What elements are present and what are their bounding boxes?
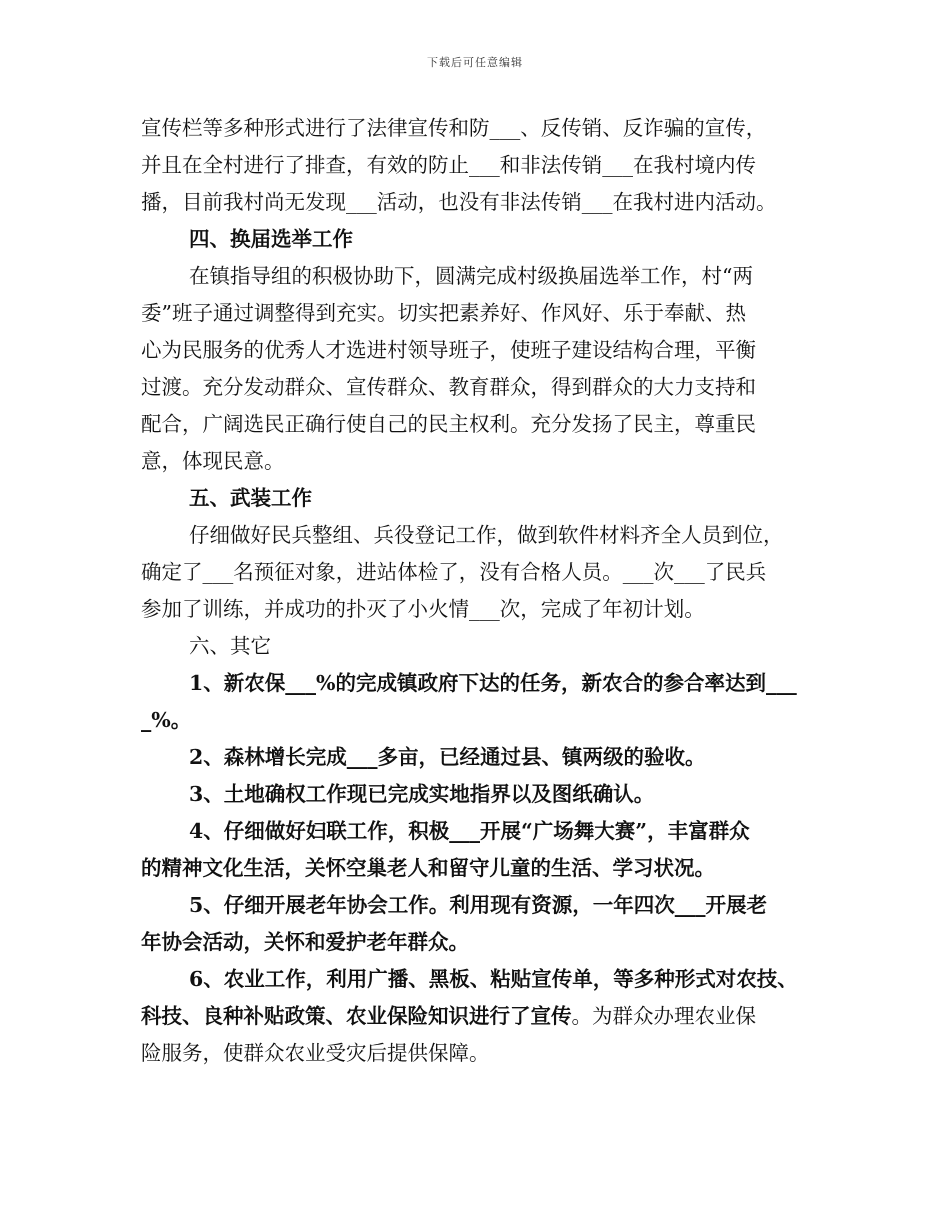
list-item-regular-part: 。为群众办理农业保	[571, 1004, 756, 1028]
list-item-continuation: 的精神文化生活，关怀空巢老人和留守儿童的生活、学习状况。	[141, 856, 715, 880]
body-line: 在镇指导组的积极协助下，圆满完成村级换届选举工作，村“两	[189, 264, 753, 288]
body-line: 播，目前我村尚无发现___活动，也没有非法传销___在我村进内活动。	[141, 190, 777, 214]
list-item: 5、仔细开展老年协会工作。利用现有资源，一年四次___开展老	[189, 893, 768, 917]
body-line: 宣传栏等多种形式进行了法律宣传和防___、反传销、反诈骗的宣传，	[141, 116, 767, 140]
list-item-bold-part: 科技、良种补贴政策、农业保险知识进行了宣传	[141, 1004, 572, 1028]
section-heading: 六、其它	[189, 634, 271, 658]
list-item-continuation: 险服务，使群众农业受灾后提供保障。	[141, 1041, 490, 1065]
section-heading: 五、武装工作	[189, 486, 312, 510]
list-item: 2、森林增长完成___多亩，已经通过县、镇两级的验收。	[189, 745, 706, 769]
section-heading: 四、换届选举工作	[189, 227, 353, 251]
list-item: 4、仔细做好妇联工作，积极___开展“广场舞大赛”，丰富群众	[189, 819, 750, 843]
list-item: 1、新农保___%的完成镇政府下达的任务，新农合的参合率达到___	[189, 671, 797, 695]
body-line: 仔细做好民兵整组、兵役登记工作，做到软件材料齐全人员到位，	[189, 523, 784, 547]
list-item-continuation: 年协会活动，关怀和爱护老年群众。	[141, 930, 469, 954]
body-line: 委”班子通过调整得到充实。切实把素养好、作风好、乐于奉献、热	[141, 301, 746, 325]
body-line: 意，体现民意。	[141, 449, 285, 473]
body-line: 配合，广阔选民正确行使自己的民主权利。充分发扬了民主，尊重民	[141, 412, 756, 436]
body-line: 确定了___名预征对象，进站体检了，没有合格人员。___次___了民兵	[141, 560, 767, 584]
list-item: 3、土地确权工作现已完成实地指界以及图纸确认。	[189, 782, 655, 806]
list-item-continuation	[141, 1002, 821, 1030]
body-line: 参加了训练，并成功的扑灭了小火情___次，完成了年初计划。	[141, 597, 705, 621]
body-line: 并且在全村进行了排查，有效的防止___和非法传销___在我村境内传	[141, 153, 756, 177]
list-item: 6、农业工作，利用广播、黑板、粘贴宣传单，等多种形式对农技、	[189, 967, 798, 991]
body-line: 过渡。充分发动群众、宣传群众、教育群众，得到群众的大力支持和	[141, 375, 756, 399]
list-item-continuation: _%。	[141, 708, 192, 732]
body-line: 心为民服务的优秀人才选进村领导班子，使班子建设结构合理，平衡	[141, 338, 756, 362]
page-header: 下载后可任意编辑	[427, 56, 523, 69]
